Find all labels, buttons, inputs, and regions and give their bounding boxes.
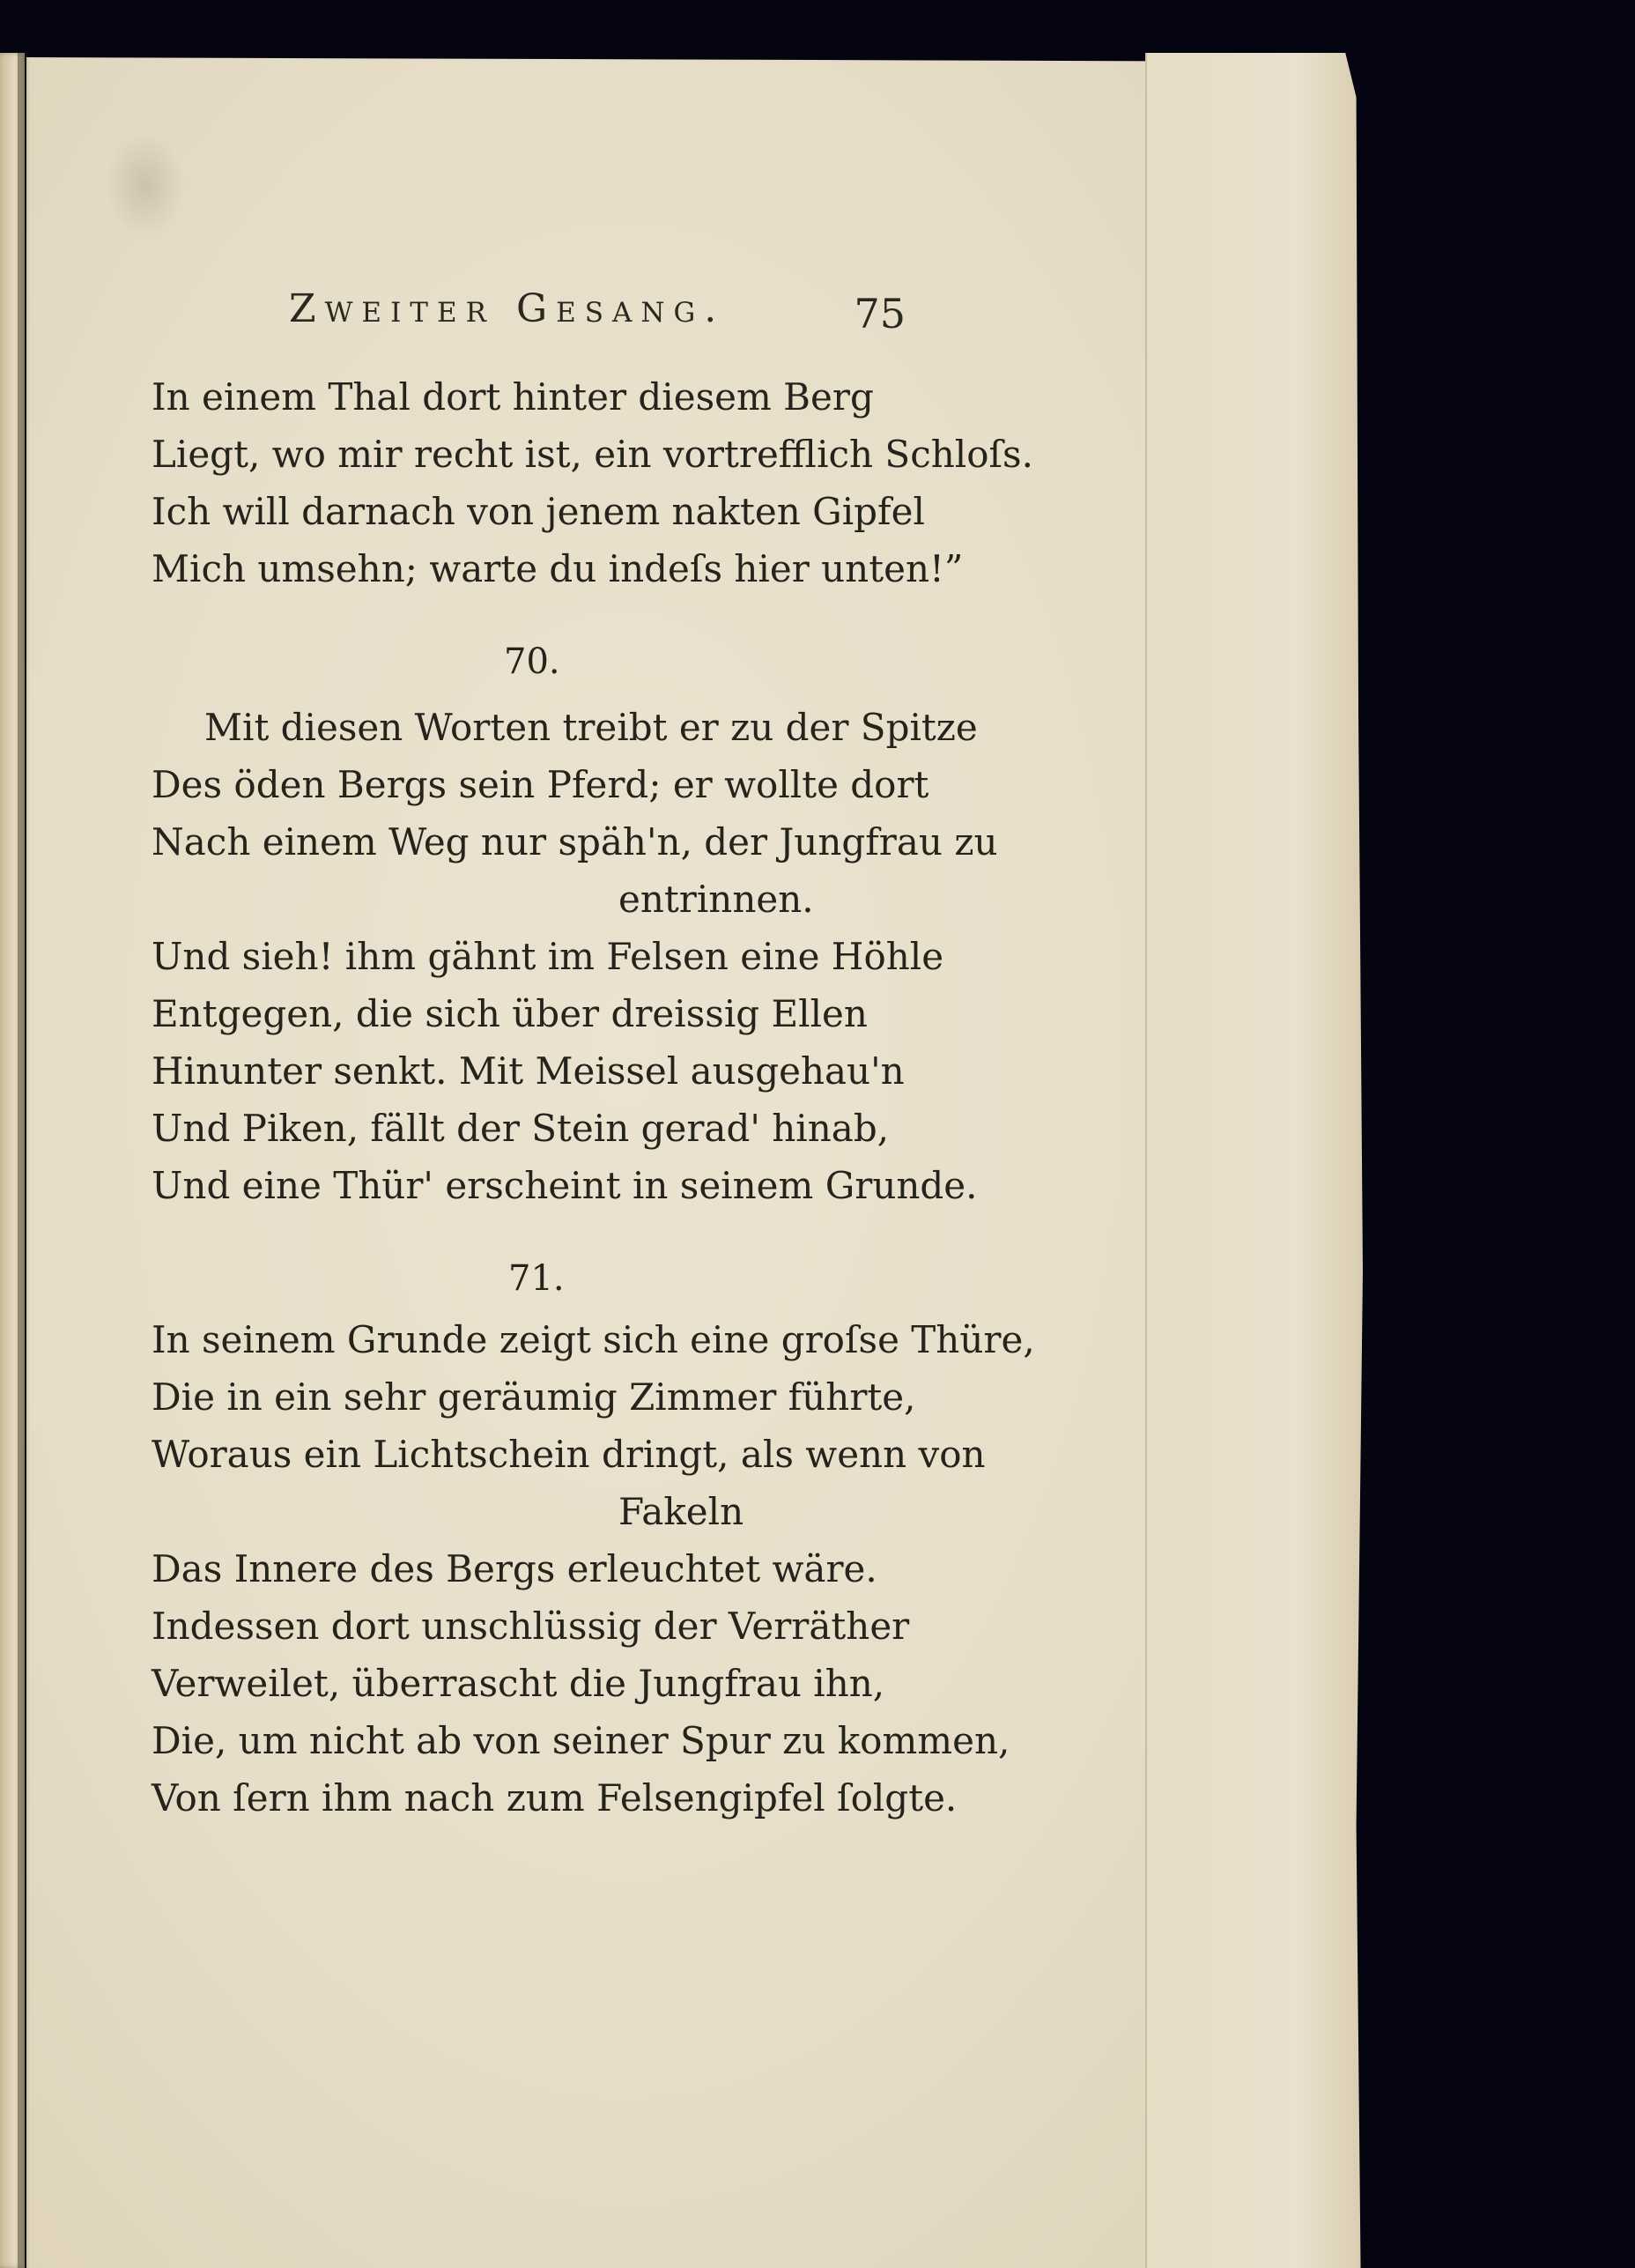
verse-line: Hinunter senkt. Mit Meissel ausgehau'n (152, 1049, 905, 1093)
stanza-number: 71. (508, 1258, 565, 1299)
verse-line: Entgegen, die sich über dreissig Ellen (152, 992, 868, 1035)
verse-line: Und eine Thür' erscheint in seinem Grunde. (152, 1164, 978, 1207)
spine-shadow (18, 53, 30, 2268)
verse-line: Die, um nicht ab von seiner Spur zu kommen, (152, 1719, 1010, 1762)
paper-stain (106, 132, 185, 238)
verse-line: In seinem Grunde zeigt sich eine groſse Thüre, (152, 1318, 1035, 1361)
verse-line: Liegt, wo mir recht ist, ein vortrefflich Schloſs. (152, 433, 1033, 476)
running-header (289, 286, 914, 348)
verse-line: Woraus ein Lichtschein dringt, als wenn von (152, 1433, 986, 1476)
verse-line-runover: entrinnen. (618, 878, 814, 921)
verse-line: Des öden Bergs sein Pferd; er wollte dort (152, 763, 929, 806)
running-title: Zweiter Gesang. (289, 286, 726, 331)
verse-line: Und Piken, fällt der Stein gerad' hinab, (152, 1107, 890, 1150)
verse-line-runover: Fakeln (618, 1490, 744, 1533)
verse-line: Von ſern ihm nach zum Felsengipfel ſolgte. (152, 1776, 958, 1820)
page-fore-edge (1145, 53, 1363, 2268)
stanza-number: 70. (504, 641, 560, 682)
verse-line: Das Innere des Bergs erleuchtet wäre. (152, 1547, 877, 1590)
verse-line: Verweilet, überrascht die Jungfrau ihn, (152, 1662, 885, 1705)
verse-line: In einem Thal dort hinter diesem Berg (152, 375, 874, 419)
verse-line: Nach einem Weg nur späh'n, der Jungfrau zu (152, 820, 998, 863)
verse-line: Und sieh! ihm gähnt im Felsen eine Höhle (152, 935, 944, 978)
verse-line: Die in ein sehr geräumig Zimmer führte, (152, 1375, 916, 1419)
verse-line: Ich will darnach von jenem nakten Gipfel (152, 490, 925, 533)
verse-line: Indessen dort unschlüssig der Verräther (152, 1605, 910, 1648)
page-number: 75 (854, 290, 906, 337)
verse-line: Mit diesen Worten treibt er zu der Spitze (204, 706, 978, 749)
verse-line: Mich umsehn; warte du indeſs hier unten!” (152, 547, 964, 590)
